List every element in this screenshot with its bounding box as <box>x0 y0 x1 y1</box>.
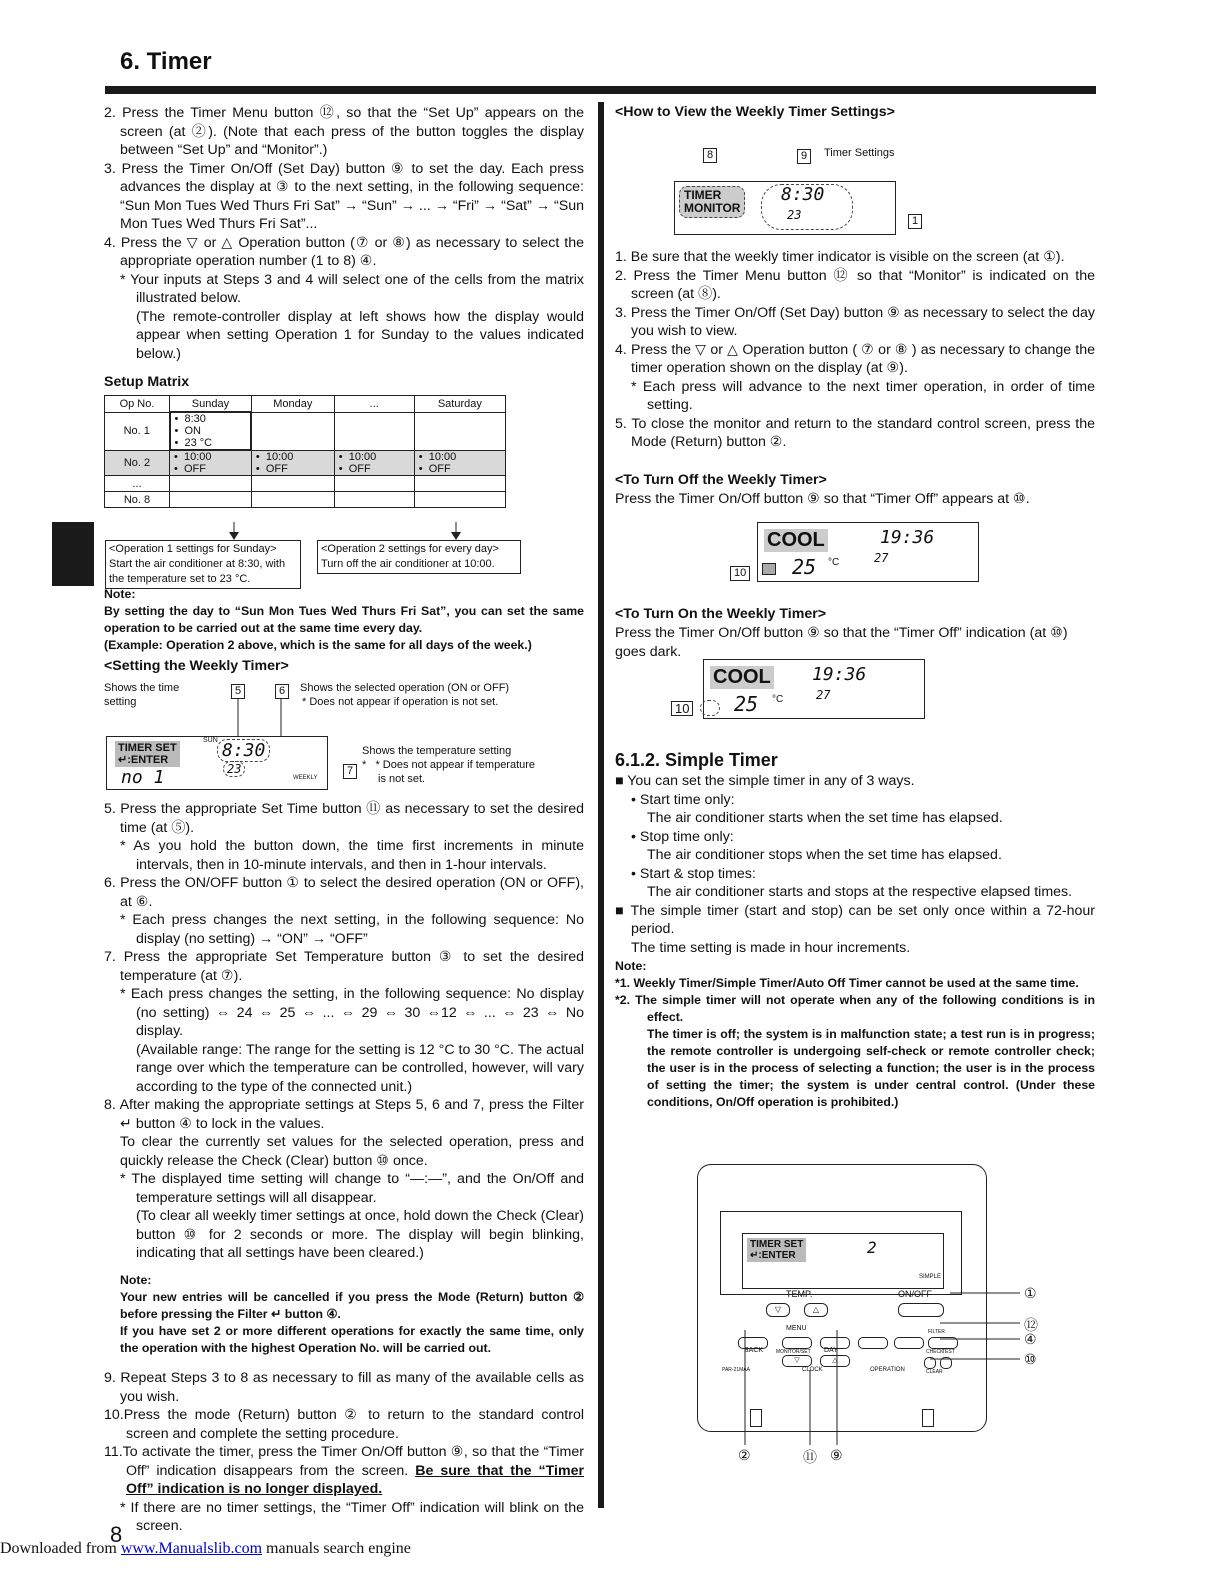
step-10: 10.Press the mode (Return) button ② to return to the standard control screen and complete the setting procedure. <box>104 1407 584 1442</box>
page-number: 8 <box>110 1522 123 1547</box>
step-8: 8. After making the appropriate settings at Steps 5, 6 and 7, press the Filter ↵ button ④ to lock in the values. <box>104 1097 584 1132</box>
view-step-4: 4. Press the ▽ or △ Operation button ( ⑦ or ⑧ ) as necessary to change the timer operation shown on the display (at ⑨). <box>615 341 1095 376</box>
matrix-arrows <box>220 522 470 542</box>
timer-off-indicator <box>700 700 720 716</box>
check-label: CHECK <box>926 1349 944 1355</box>
back-label: BACK <box>744 1347 764 1354</box>
callout-operation-1: <Operation 1 settings for Sunday> Start the air conditioner at 8:30, with the temperature set to 23 °C. <box>105 540 301 589</box>
note-2-block: Note: Your new entries will be cancelled if you press the Mode (Return) button ② before pressing the Filter ↵ button ④. If you have set 2 or more different operations for exactly the same time, only the operation with the highest Operation No. will be carried out. <box>120 1273 584 1355</box>
footer: Downloaded from www.Manualslib.com manuals search engine <box>0 1540 411 1557</box>
page-title: 6. Timer <box>120 48 212 75</box>
lcd-temp: 23 <box>223 761 245 777</box>
view-steps <box>615 248 1095 452</box>
cell-time: 8:30 <box>184 413 206 425</box>
step-4-note: * Your inputs at Steps 3 and 4 will select one of the cells from the matrix illustrated below. <box>120 271 584 306</box>
view-step-3: 3. Press the Timer On/Off (Set Day) button ⑨ as necessary to select the day you wish to view. <box>615 304 1095 339</box>
filter-label: FILTER <box>928 1329 945 1335</box>
turn-off-text: Press the Timer On/Off button ⑨ so that “Timer Off” appears at ⑩. <box>615 491 1030 507</box>
matrix-row-label: ... <box>105 476 170 492</box>
matrix-row-label: No. 2 <box>105 450 170 476</box>
simple-intro: ■ You can set the simple timer in any of 3 ways. <box>615 773 915 789</box>
remote-callout-12: ⑫ <box>1024 1317 1038 1333</box>
lcd-set-temp: 25 <box>734 692 759 716</box>
turn-on-heading: <To Turn On the Weekly Timer> <box>615 606 827 622</box>
lcd-monitor-label: TIMER MONITOR <box>679 186 745 218</box>
label-6: 6 <box>275 684 289 699</box>
clock-down-button[interactable]: ▽ <box>782 1355 812 1367</box>
matrix-header: Saturday <box>414 396 505 413</box>
step-9: 9. Repeat Steps 3 to 8 as necessary to fill as many of the available cells as you wish. <box>104 1370 584 1405</box>
turn-off-heading: <To Turn Off the Weekly Timer> <box>615 472 827 488</box>
step-11: 11.To activate the timer, press the Timer On/Off button ⑨, so that the “Timer Off” indication disappears from the screen. Be sure that the “Timer Off” indication is no longer displayed. <box>104 1444 584 1497</box>
lcd-room-temp: 27 <box>874 551 889 565</box>
remote-hours: 2 <box>867 1238 877 1257</box>
remote-simple: SIMPLE <box>919 1274 942 1280</box>
label-10: 10 <box>730 566 750 581</box>
column-divider <box>598 102 604 1508</box>
matrix-cell-selected: • 8:30 • ON • 23 °C <box>170 412 252 450</box>
fig-label-1: 1 <box>908 214 922 229</box>
matrix-header: Monday <box>251 396 334 413</box>
cell-op: ON <box>184 425 201 437</box>
simple-opt-c-desc: The air conditioner starts and stops at the respective elapsed times. <box>647 884 1073 900</box>
matrix-header: Sunday <box>170 396 252 413</box>
label-7: 7 <box>343 764 357 779</box>
step-8-note: * The displayed time setting will change to “—:—”, and the On/Off and temperature settings will all disappear. <box>120 1171 584 1206</box>
steps-5-8 <box>104 800 584 1263</box>
setup-matrix <box>104 395 506 508</box>
step-4-note-2: (The remote-controller display at left shows how the display would appear when setting Operation 1 for Sunday to the values indicated below.) <box>136 308 584 362</box>
view-step-2: 2. Press the Timer Menu button ⑫ so that “Monitor” is indicated on the screen (at ⑧). <box>615 267 1095 302</box>
cell-temp: 23 °C <box>184 437 213 449</box>
lcd-unit: °C <box>772 694 784 705</box>
lcd-monitor <box>674 181 896 235</box>
step-8-note-2: (To clear all weekly timer settings at once, hold down the Check (Clear) button ⑩ for 2 seconds or more. The display will begin blinking, indicating that all settings have been cleared.) <box>136 1208 584 1261</box>
steps-9-11 <box>104 1369 584 1536</box>
simple-opt-b-desc: The air conditioner stops when the set time has elapsed. <box>647 847 1002 863</box>
lcd-day: SUN <box>203 737 218 744</box>
remote-leader-lines <box>740 1290 1030 1450</box>
lcd-mode: COOL <box>764 529 828 552</box>
view-heading: <How to View the Weekly Timer Settings> <box>615 104 895 120</box>
simple-limit: ■ The simple timer (start and stop) can be set only once within a 72-hour period. <box>615 902 1095 937</box>
simple-opt-b: • Stop time only: <box>631 828 734 845</box>
lcd-room-temp: 27 <box>816 688 831 702</box>
section-tab <box>52 522 94 586</box>
lcd-op-number: no 1 <box>121 767 165 788</box>
operation-label: OPERATION <box>870 1367 905 1373</box>
lcd-clock: 19:36 <box>880 527 935 548</box>
simple-opt-a-desc: The air conditioner starts when the set time has elapsed. <box>647 810 1003 826</box>
step-6: 6. Press the ON/OFF button ① to select the desired operation (ON or OFF), at ⑥. <box>104 875 584 910</box>
remote-timer-set: TIMER SET ↵:ENTER <box>747 1238 806 1262</box>
view-step-5: 5. To close the monitor and return to the standard control screen, press the Mode (Return) button ②. <box>615 415 1095 450</box>
step-7-note-2: (Available range: The range for the setting is 12 °C to 30 °C. The actual range over which the temperature can be controlled, however, will vary according to the type of the connected unit.) <box>136 1041 584 1095</box>
matrix-header: Op No. <box>105 396 170 413</box>
diag-leaders <box>236 698 286 738</box>
left-column <box>104 104 584 363</box>
test-label: TEST <box>942 1349 955 1355</box>
matrix-cell: • 10:00 • OFF <box>334 450 414 476</box>
temp-label: TEMP. <box>786 1289 813 1299</box>
fig-label-9: 9 <box>797 149 811 164</box>
diag-op-caption: Shows the selected operation (ON or OFF) * Does not appear if operation is not set. <box>300 682 510 708</box>
label-5: 5 <box>231 684 245 699</box>
lcd-set-temp: 25 <box>792 555 817 579</box>
remote-callout-11: ⑪ <box>803 1449 817 1465</box>
fig-caption: Timer Settings <box>824 147 895 159</box>
menu-label: MENU <box>786 1325 807 1332</box>
setting-heading: <Setting the Weekly Timer> <box>104 658 289 674</box>
diag-temp-caption: Shows the temperature setting * * Does not appear if temperature is not set. <box>362 745 536 785</box>
simple-opt-a: • Start time only: <box>631 791 735 808</box>
step-3: 3. Press the Timer On/Off (Set Day) button ⑨ to set the day. Each press advances the display at ③ to the next setting, in the following sequence: “Sun Mon Tues Wed Thurs Fri Sat” → “Sun” → ... → “Fri” → “Sat” → “Sun Mon Tues Wed Thurs Fri Sat”... <box>104 160 584 232</box>
monitor-label: MONITOR/SET <box>776 1349 811 1355</box>
turn-on-text: Press the Timer On/Off button ⑨ so that the “Timer Off” indication (at ⑩) goes dark. <box>615 625 1068 660</box>
temp-up-button[interactable]: △ <box>804 1303 828 1317</box>
lcd-monitor-time: 8:30 <box>781 184 825 205</box>
remote-callout-1: ① <box>1024 1285 1037 1301</box>
diag-time-caption: Shows the time setting <box>104 682 180 708</box>
matrix-cell <box>414 412 505 450</box>
lcd-timer-set: TIMER SET ↵:ENTER <box>115 741 180 767</box>
matrix-cell: • 10:00 • OFF <box>414 450 505 476</box>
lcd-time: 8:30 <box>217 739 270 762</box>
remote-lcd <box>742 1233 944 1289</box>
lcd-weekly-set <box>106 736 328 790</box>
matrix-title: Setup Matrix <box>104 374 190 390</box>
timer-off-indicator <box>762 563 776 575</box>
remote-callout-10: ⑩ <box>1024 1351 1037 1367</box>
step-11-note: * If there are no timer settings, the “Timer Off” indication will blink on the screen. <box>120 1499 584 1534</box>
matrix-header: ... <box>334 396 414 413</box>
lcd-weekly: WEEKLY <box>293 775 318 781</box>
temp-down-button[interactable]: ▽ <box>766 1303 790 1317</box>
remote-callout-2: ② <box>738 1447 751 1463</box>
remote-callout-4: ④ <box>1024 1331 1037 1347</box>
matrix-cell: • 10:00 • OFF <box>170 450 252 476</box>
lcd-mode: COOL <box>710 666 774 689</box>
note-block: Note: By setting the day to “Sun Mon Tues Wed Thurs Fri Sat”, you can set the same operation to be carried out at the same time every day. (Example: Operation 2 above, which is the same for all days of the week.) <box>104 587 584 652</box>
remote-callout-9: ⑨ <box>830 1447 843 1463</box>
matrix-cell: • 10:00 • OFF <box>251 450 334 476</box>
step-5-note: * As you hold the button down, the time first increments in minute intervals, then in 10-minute intervals, and then in 1-hour intervals. <box>120 838 584 873</box>
matrix-cell <box>251 412 334 450</box>
title-rule <box>105 86 1096 94</box>
model-label: PAR-21MAA <box>722 1367 750 1373</box>
matrix-row-label: No. 1 <box>105 412 170 450</box>
step-4: 4. Press the ▽ or △ Operation button (⑦ or ⑧) as necessary to select the appropriate operation number (1 to 8) ④. <box>104 234 584 269</box>
step-7: 7. Press the appropriate Set Temperature button ③ to set the desired temperature (at ⑦). <box>104 949 584 984</box>
clock-up-button[interactable]: △ <box>820 1355 850 1367</box>
simple-limit-2: The time setting is made in hour increments. <box>631 939 911 956</box>
simple-timer-heading: 6.1.2. Simple Timer <box>615 750 778 770</box>
view-step-4-note: * Each press will advance to the next timer operation, in order of time setting. <box>631 378 1095 413</box>
matrix-row-label: No. 8 <box>105 492 170 508</box>
simple-timer-body <box>615 772 1095 957</box>
step-7-note: * Each press changes the setting, in the following sequence: No display (no setting) ⇔ 24 ⇔ 25 ⇔ ... ⇔ 29 ⇔ 30 ⇔12 ⇔ ... ⇔ 23 ⇔ No display. <box>120 986 584 1039</box>
clock-label: CLOCK <box>802 1367 823 1373</box>
view-step-1: 1. Be sure that the weekly timer indicator is visible on the screen (at ①). <box>615 249 1065 265</box>
onoff-label: ON/OFF <box>898 1289 932 1299</box>
step-2: 2. Press the Timer Menu button ⑫, so that the “Set Up” appears on the screen (at ②). (Note that each press of the button toggles the display between “Set Up” and “Monitor”.) <box>104 105 584 158</box>
matrix-cell <box>334 412 414 450</box>
step-8-b: To clear the currently set values for the selected operation, press and quickly release the Check (Clear) button ⑩ once. <box>120 1134 584 1169</box>
lcd-cool-off <box>757 522 979 582</box>
clear-label: CLEAR <box>926 1369 943 1375</box>
fig-label-8: 8 <box>703 148 717 163</box>
lcd-cool-on <box>703 659 925 719</box>
step-5: 5. Press the appropriate Set Time button ⑪ as necessary to set the desired time (at ⑤). <box>104 801 584 836</box>
lcd-highlight <box>761 184 853 230</box>
manualslib-link[interactable]: www.Manualslib.com <box>120 1540 263 1557</box>
step-6-note: * Each press changes the next setting, in the following sequence: No display (no setting) → “ON” → “OFF” <box>120 912 584 947</box>
lcd-unit: °C <box>828 557 840 568</box>
callout-operation-2: <Operation 2 settings for every day> Turn off the air conditioner at 10:00. <box>317 540 521 574</box>
label-10: 10 <box>671 701 693 716</box>
day-label: DAY <box>824 1347 838 1354</box>
simple-opt-c: • Start & stop times: <box>631 865 756 882</box>
simple-notes: Note: *1. Weekly Timer/Simple Timer/Auto Off Timer cannot be used at the same time. *2. The simple timer will not operate when any of the following conditions is in effect. The timer is off; the system is in malfunction state; a test run is in progress; the remote controller is undergoing self-check or remote controller check; the user is in the process of selecting a function; the user is in the process of setting the timer; the system is under central control. (Under these conditions, On/Off operation is prohibited.) <box>615 959 1095 1109</box>
lcd-clock: 19:36 <box>812 664 867 685</box>
lcd-monitor-temp: 23 <box>787 208 802 222</box>
